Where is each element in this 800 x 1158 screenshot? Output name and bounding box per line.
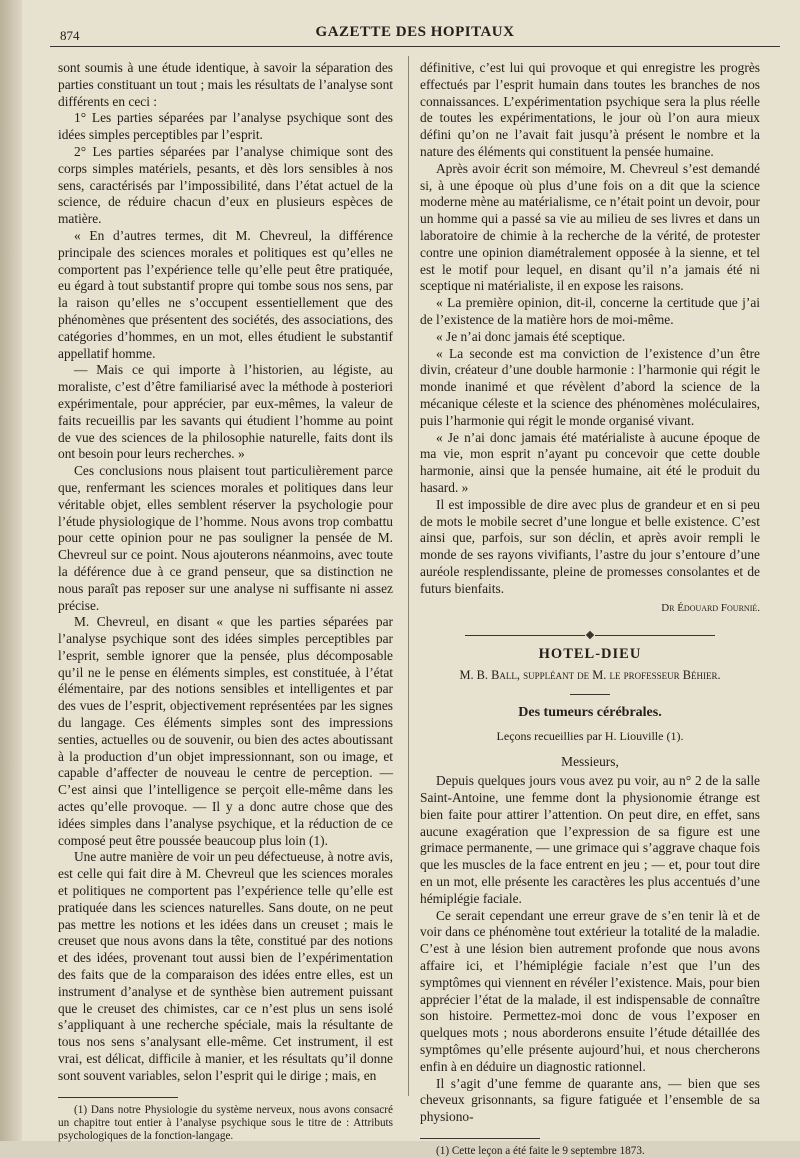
section-separator [420, 632, 760, 638]
paragraph: — Mais ce qui importe à l’historien, au légiste, au moraliste, c’est d’être familiarisé avec la méthode à posteriori expérimentale, pour apprécier, par eux-mêmes, la valeur de faits recueillis par les savants qui étudient l’homme au point de vue des sciences de la philosophie naturelle, faits dont ils ont besoin pour leurs recherches. » [58, 362, 393, 462]
lecture-title: Des tumeurs cérébrales. [518, 704, 662, 720]
section-subtitle: M. B. Ball, suppléant de M. le professeur Béhier. [459, 668, 721, 683]
salutation: Messieurs, [561, 754, 619, 770]
paragraph: « En d’autres termes, dit M. Chevreul, la différence principale des sciences morales et politiques est qu’elles ne comportent pas l’expérience telle qu’elle peut être pratiquée, eu égard à tout substantif propre qui tombe sous nos sens, par la raison qu’elles ne s’occupent essentiellement que des phénomènes que présentent des sociétés, des associations, des catégories d’hommes, en un mot, elles étudient le substantif appellatif homme. [58, 227, 393, 361]
paragraph: Ce serait cependant une erreur grave de s’en tenir là et de voir dans ce phénomène tout extérieur la totalité de la maladie. C’est à une lésion bien autrement profonde que nous avons affaire ici, et l’hémiplégie faciale n’est que l’un des symptômes qui viennent en révéler l’existence. Mais, pour bien apprécier l’état de la malade, il est indispensable de connaître son histoire. Permettez-moi donc de vous l’exposer en quelques mots ; nous aborderons ensuite l’étude détaillée des symptômes qu’elle présente aujourd’hui, et nous chercherons enfin à en déduire un diagnostic rationnel. [420, 907, 760, 1074]
column-divider [408, 56, 409, 1096]
right-column [420, 60, 760, 1158]
running-title: GAZETTE DES HOPITAUX [315, 24, 515, 40]
paragraph: Après avoir écrit son mémoire, M. Chevreul s’est demandé si, à une époque où plus d’une fois on a dit que la science moderne mène au matérialisme, ce n’était point un devoir, pour un homme qui a passé sa vie au milieu de ses livres et dans un laboratoire de chimie à la recherche de la vérité, de protester contre une opinion diamétralement opposée à la sienne, et tel est le motif pour lequel, en disant qu’il n’a jamais été ni sceptique ni matérialiste, il en expose les raisons. [420, 160, 760, 294]
footnote-rule [58, 1097, 178, 1098]
paragraph: Une autre manière de voir un peu défectueuse, à notre avis, est celle qui fait dire à M. Chevreul que les sciences morales et politiques ne comportent pas l’expérience telle qu’elle est pratiquée dans les sciences naturelles. Sans doute, on ne peut pas mettre les notions et les idées dans un creuset ; mais le creuset que nous avons dans la tête, constitué par des notions et des idées, provenant tout aussi bien de l’expérimentation des faits que de la comparaison des idées entre elles, est un instrument d’analyse et de synthèse bien autrement puissant que le creuset des chimistes, car ce n’est plus un sens isolé s’appliquant à une recherche spéciale, mais la résultante de tous nos sens s’analysant elle-même. Cet instrument, il est vrai, est délicat, difficile à manier, et les résultats qu’il donne sont souvent variables, selon l’esprit qui le dirige ; mais, en [58, 849, 393, 1083]
short-rule [570, 694, 610, 695]
paragraph: Il s’agit d’une femme de quarante ans, — bien que ses cheveux grisonnants, sa figure fatiguée et l’ensemble de sa physiono- [420, 1075, 760, 1125]
paragraph: « Je n’ai donc jamais été matérialiste à aucune époque de ma vie, mon esprit n’ayant pu concevoir que cette double harmonie, ainsi que la pensée humaine, ait été le produit du hasard. » [420, 429, 760, 495]
footnote: (1) Cette leçon a été faite le 9 septembre 1873. [436, 1145, 645, 1158]
paragraph: Ces conclusions nous plaisent tout particulièrement parce que, renfermant les sciences morales et politiques dans leur véritable objet, elles semblent réserver la psychologie pour l’étude physiologique de l’homme. Nous avons trop combattu pour cette opinion pour ne pas souligner la pensée de M. Chevreul sur ce point. Nous ajouterons néanmoins, avec toute la déférence due à ce grand penseur, que sa distinction ne nous paraît pas reposer sur une analyse ni suffisante ni assez précise. [58, 463, 393, 613]
page-binding-edge [0, 0, 22, 1141]
paragraph: « La première opinion, dit-il, concerne la certitude que j’ai de l’existence de la matière hors de moi-même. [420, 295, 760, 327]
footnote-rule [420, 1138, 540, 1139]
page-header [50, 22, 780, 47]
paragraph: 1° Les parties séparées par l’analyse psychique sont des idées simples perceptibles par l’esprit. [58, 110, 393, 143]
section-title: HOTEL-DIEU [538, 646, 642, 663]
author-signature: Dr Édouard Fournié. [661, 601, 760, 614]
paragraph: Depuis quelques jours vous avez pu voir, au n° 2 de la salle Saint-Antoine, une femme dont la physionomie étrange est bien faite pour attirer l’attention. On peut dire, en effet, sans aucune exagération que l’expression de sa figure est une grimace permanente, — une grimace qui s’aggrave chaque fois que les muscles de la face entrent en jeu ; — et, pour tout dire en un mot, elle présente les caractères les plus accentués d’une hémiplégie faciale. [420, 773, 760, 906]
left-column [58, 60, 393, 1143]
page-number: 874 [60, 28, 80, 43]
paragraph: Il est impossible de dire avec plus de grandeur et en si peu de mots le mobile secret d’une longue et belle existence. C’est ainsi que, parfois, sur son déclin, et après avoir rempli le monde de ses rayons vivifiants, l’astre du jour s’entoure d’une auréole resplendissante, pleine de promesses consolantes et de futurs bienfaits. [420, 496, 760, 596]
paragraph: M. Chevreul, en disant « que les parties séparées par l’analyse psychique sont des idées simples perceptibles par l’esprit, semble ignorer que la pensée, plus décomposable qu’il ne le pense en éléments simples, est constituée, à l’état élémentaire, par des notions sensibles et intelligentes et par des vues de l’esprit, objectivement représentées par les signes du langage. Ces éléments simples sont des impressions senties, actuelles ou de souvenir, ou bien des actes aboutissant à la production d’un objet impressionnant, son ou image, et capable d’affecter de nouveau le centre de perception. — C’est ainsi que l’intelligence se perçoit elle-même dans les actes qu’elle provoque. — Il y a donc autre chose que des idées simples dans l’analyse psychique, et la réduction de ce composé peut être poussée beaucoup plus loin (1). [58, 614, 393, 848]
paragraph: sont soumis à une étude identique, à savoir la séparation des parties constituant un tout ; mais les résultats de l’analyse sont différents en ceci : [58, 60, 393, 109]
paragraph: définitive, c’est lui qui provoque et qui enregistre les progrès effectués par l’esprit humain dans toutes les branches de nos connaissances. L’expérimentation psychique sera la plus réelle de toutes les expérimentations, le jour où l’on aura mieux défini qu’on ne l’avait fait jusqu’à présent le nombre et la nature des éléments qui constituent la pensée humaine. [420, 60, 760, 159]
paragraph: « La seconde est ma conviction de l’existence d’un être divin, créateur d’une double harmonie : l’harmonie qui régit le monde inanimé et que révèlent d’abord la science de la mécanique céleste et la science des phénomènes moléculaires, puis l’harmonie qui régit le monde organisé vivant. [420, 345, 760, 428]
paragraph: 2° Les parties séparées par l’analyse chimique sont des corps simples matériels, pesants, et dès lors sensibles à nos sens, caractérisés par l’impossibilité, dans l’état actuel de la science, de réduire chacun d’eux en plusieurs espèces de matière. [58, 143, 393, 227]
lecture-subtitle: Leçons recueillies par H. Liouville (1). [496, 728, 684, 743]
paragraph: « Je n’ai donc jamais été sceptique. [436, 328, 626, 344]
footnote: (1) Dans notre Physiologie du système nerveux, nous avons consacré un chapitre tout entier à l’analyse psychique sous le titre de : Attributs psychologiques de la fonction-langage. [58, 1103, 393, 1142]
